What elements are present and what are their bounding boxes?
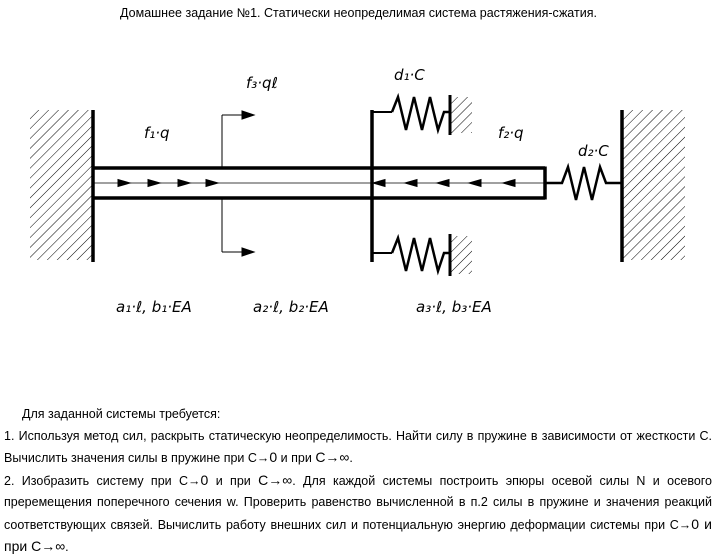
label-f3-load: f₃·qℓ xyxy=(246,74,278,92)
spring-d1-upper xyxy=(392,95,472,135)
task-1-text: 1. Используя метод сил, раскрыть статическую неопределимость. Найти силу в пружине в зависимости от жесткости С. Вычислить значения силы в пружине при C→ xyxy=(4,428,712,465)
task-2-and-2: и при xyxy=(4,515,712,554)
task-2-infinity: C→∞ xyxy=(258,471,293,488)
task-2-zero: 0 xyxy=(200,471,209,488)
task-2-body: . Для каждой системы построить эпюры осевой силы N и осевого преремещения поперечного сечения w. Проверить равенство вычисленной в п.2 силы в пружине и значения реакций соответствующих связей. Вычислить работу внешних сил и потенциальную энергию деформации системы при C→ xyxy=(4,473,713,532)
spring-d2 xyxy=(545,167,622,200)
task-2-text: 2. Изобразить систему при C→ xyxy=(4,473,201,488)
page-title: Домашнее задание №1. Статически неопределимая система растяжения-сжатия. xyxy=(120,6,597,20)
task-1-zero: 0 xyxy=(269,449,278,465)
task-2-infinity-2: C→∞ xyxy=(31,538,66,554)
spring-d1-lower xyxy=(392,234,472,276)
label-f2-load: f₂·q xyxy=(498,124,524,142)
task-item-2 xyxy=(4,470,712,559)
task-list xyxy=(4,404,712,559)
label-section-2: a₂·ℓ, b₂·EA xyxy=(253,298,329,316)
left-wall-support xyxy=(30,110,93,262)
label-section-1: a₁·ℓ, b₁·EA xyxy=(116,298,192,316)
label-section-3: a₃·ℓ, b₃·EA xyxy=(416,298,492,316)
task-item-1 xyxy=(4,426,712,470)
label-d1-spring: d₁·C xyxy=(394,66,425,84)
right-wall-support xyxy=(622,110,685,262)
task-intro: Для заданной системы требуется: xyxy=(22,407,221,421)
task-2-end: . xyxy=(65,540,69,554)
section-cut-f3 xyxy=(222,111,254,256)
task-1-and: и при xyxy=(277,451,316,465)
task-1-infinity: C→∞ xyxy=(315,449,350,465)
task-2-and: и при xyxy=(208,473,259,488)
label-f1-load: f₁·q xyxy=(144,124,170,142)
label-d2-spring: d₂·C xyxy=(578,142,609,160)
task-2-zero-2: 0 xyxy=(691,515,700,532)
task-1-end: . xyxy=(349,451,353,465)
